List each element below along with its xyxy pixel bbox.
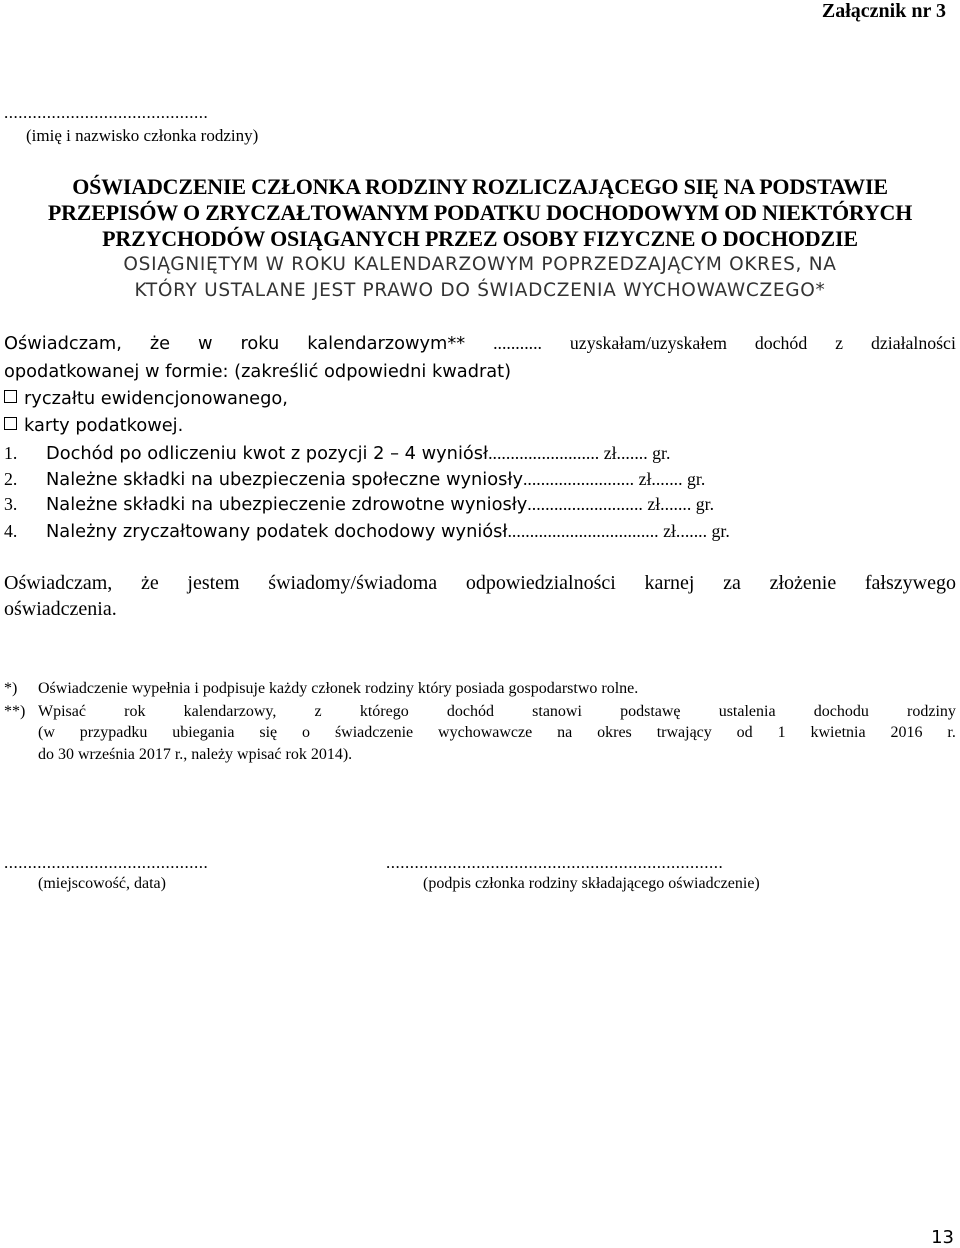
final-word: że [140, 572, 159, 594]
title-line-3: PRZYCHODÓW OSIĄGANYCH PRZEZ OSOBY FIZYCZNE O DOCHODZIE [102, 226, 858, 251]
final-word: za [723, 572, 741, 594]
footnote-word: trwający [656, 724, 712, 741]
item-text: Należny zryczałtowany podatek dochodowy wyniósł [46, 521, 508, 542]
item-number: 3. [4, 494, 18, 514]
item-text: Należne składki na ubezpieczenie zdrowotne wyniosły [46, 494, 528, 515]
document-title [4, 174, 956, 304]
footnote-word: kwietnia [810, 724, 866, 741]
item-text: Dochód po odliczeniu kwot z pozycji 2 – 4 wyniósł [46, 443, 489, 464]
footnote-word: podstawę [620, 703, 681, 720]
footnote-mark: *) [4, 680, 18, 697]
income-item-1 [4, 443, 670, 464]
title-line-2: PRZEPISÓW O ZRYCZAŁTOWANYM PODATKU DOCHODOWYM OD NIEKTÓRYCH [47, 200, 913, 225]
footnote-word: (w [38, 724, 55, 741]
final-word: Oświadczam, [4, 572, 113, 594]
final-statement-line-1 [4, 572, 956, 595]
footnote-word: wychowawcze [438, 724, 533, 741]
footnote-word: od [736, 724, 753, 741]
gr-dots: ....... [660, 494, 692, 514]
footnote-2-line-1 [38, 703, 956, 721]
declaration-word: działalności [870, 333, 956, 353]
item-number: 4. [4, 521, 18, 541]
item-dots: ......................... [488, 443, 600, 463]
place-date-caption: (miejscowość, data) [38, 875, 166, 892]
title-line-4: OSIĄGNIĘTYM W ROKU KALENDARZOWYM POPRZEDZAJĄCYM OKRES, NA [123, 254, 837, 275]
final-word: fałszywego [864, 572, 956, 594]
signature-caption: (podpis członka rodziny składającego oświadczenie) [423, 875, 760, 892]
footnote-word: rodziny [907, 703, 956, 720]
footnote-word: którego [359, 703, 409, 720]
checkbox-square-icon [4, 390, 17, 403]
income-item-2 [4, 469, 705, 490]
footnote-word: na [557, 724, 573, 741]
name-caption: (imię i nazwisko członka rodziny) [26, 126, 259, 145]
signature-dots: ....................................................................... [386, 853, 724, 872]
declaration-word: kalendarzowym** [307, 333, 466, 354]
gr-dots: ....... [651, 469, 683, 489]
item-dots: .......................... [527, 494, 643, 514]
title-line-1: OŚWIADCZENIE CZŁONKA RODZINY ROZLICZAJĄCEGO SIĘ NA PODSTAWIE [72, 174, 888, 199]
final-word: karnej [644, 572, 695, 594]
footnote-2-line-3: do 30 września 2017 r., należy wpisać rok 2014). [38, 746, 353, 763]
footnote-word: r. [947, 724, 956, 741]
gr-label: gr. [686, 469, 706, 489]
gr-label: gr. [652, 443, 671, 463]
page-number: 13 [931, 1227, 954, 1248]
footnote-word: 1 [777, 724, 786, 741]
footnote-word: stanowi [532, 703, 582, 720]
name-dots: ........................................... [4, 103, 209, 122]
title-line-5: KTÓRY USTALANE JEST PRAWO DO ŚWIADCZENIA WYCHOWAWCZEGO* [134, 280, 826, 301]
footnote-word: się [259, 724, 278, 741]
zl-label: zł [638, 469, 652, 489]
item-text: Należne składki na ubezpieczenia społeczne wyniosły [46, 469, 523, 490]
declaration-word: z [835, 333, 844, 353]
footnote-word: rok [124, 703, 146, 720]
item-dots: ......................... [522, 469, 635, 489]
item-dots: .................................. [507, 521, 659, 541]
declaration-line-1 [4, 333, 956, 354]
gr-label: gr. [695, 494, 715, 514]
footnote-word: kalendarzowy, [183, 703, 277, 720]
footnote-word: przypadku [79, 724, 148, 741]
footnote-word: dochodu [813, 703, 869, 720]
declaration-line-2: opodatkowanej w formie: (zakreślić odpowiedni kwadrat) [4, 361, 512, 382]
declaration-word: uzyskałam/uzyskałem [569, 333, 727, 353]
final-word: złożenie [769, 572, 837, 594]
footnote-word: 2016 [890, 724, 923, 741]
income-item-4 [4, 521, 730, 542]
place-date-dots: ........................................... [4, 853, 209, 872]
declaration-word: w [198, 333, 213, 354]
option-label: ryczałtu ewidencjonowanego, [24, 388, 288, 409]
zl-label: zł [603, 443, 617, 463]
final-word: odpowiedzialności [465, 572, 616, 594]
footnote-word: o [302, 724, 311, 741]
income-item-3 [4, 494, 714, 515]
footnote-1 [4, 680, 638, 698]
footnote-word: dochód [446, 703, 494, 720]
checkbox-square-icon [4, 417, 17, 430]
footnote-word: z [314, 703, 322, 720]
gr-dots: ....... [675, 521, 708, 541]
declaration-word: Oświadczam, [4, 333, 122, 354]
footnote-2-line-2 [38, 724, 956, 742]
annex-label: Załącznik nr 3 [821, 0, 946, 22]
footnote-2-mark: **) [4, 703, 26, 720]
final-word: świadomy/świadoma [268, 572, 438, 594]
footnote-word: okres [597, 724, 632, 741]
final-word: jestem [187, 572, 240, 594]
zl-label: zł [663, 521, 676, 541]
footnote-text: Oświadczenie wypełnia i podpisuje każdy członek rodziny który posiada gospodarstwo rolne. [38, 680, 639, 697]
footnote-word: świadczenie [334, 724, 414, 741]
year-field-dots: ........... [493, 333, 542, 353]
final-statement-line-2: oświadczenia. [4, 598, 117, 620]
gr-dots: ....... [616, 443, 648, 463]
option-label: karty podatkowej. [24, 415, 184, 436]
item-number: 1. [4, 443, 18, 463]
declaration-word: roku [240, 333, 280, 354]
option-karta [4, 415, 183, 436]
footnote-word: Wpisać [38, 703, 86, 720]
footnote-word: ubiegania [172, 724, 235, 741]
gr-label: gr. [711, 521, 730, 541]
option-ryczalt [4, 388, 288, 409]
item-number: 2. [4, 469, 18, 489]
zl-label: zł [647, 494, 661, 514]
declaration-word: że [149, 333, 171, 354]
footnote-word: ustalenia [718, 703, 776, 720]
declaration-word: dochód [754, 333, 808, 353]
